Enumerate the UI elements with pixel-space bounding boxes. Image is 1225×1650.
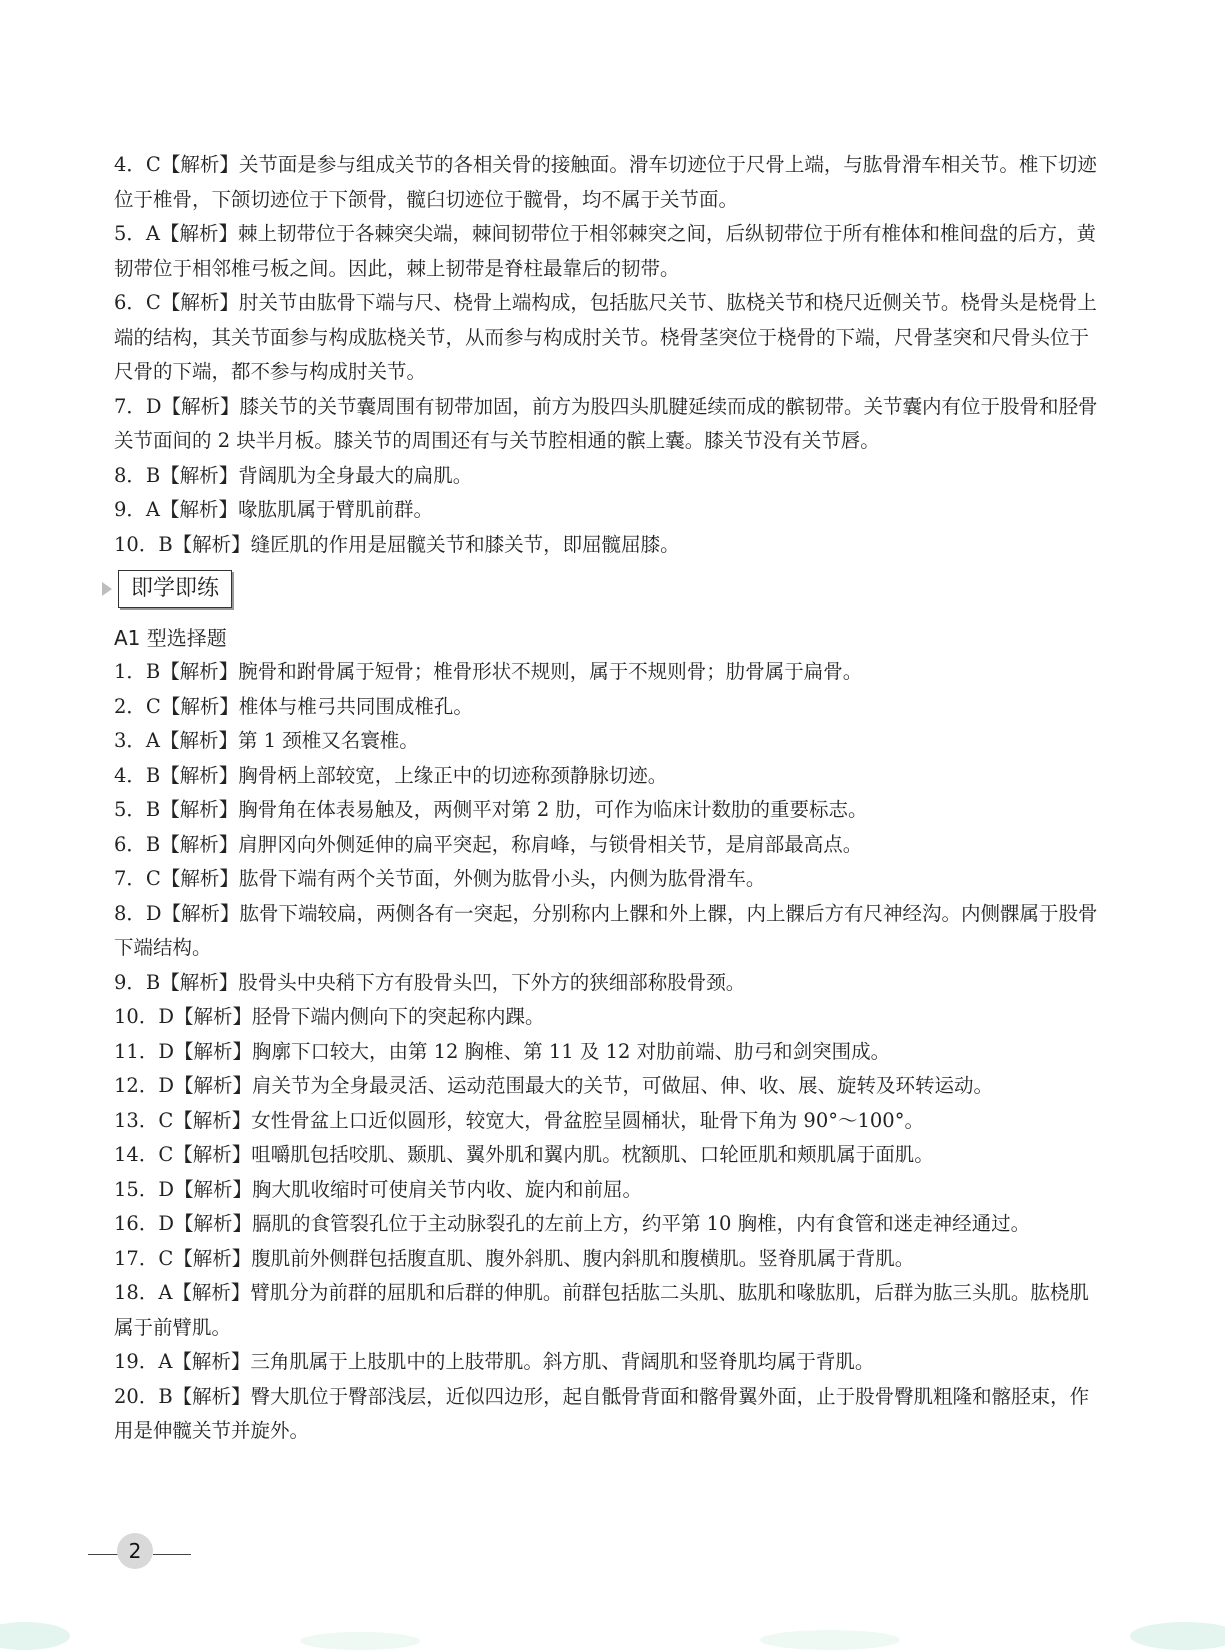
answer-item: 5．A【解析】棘上韧带位于各棘突尖端，棘间韧带位于相邻棘突之间，后纵韧带位于所有椎体和椎间盘的后方，黄韧带位于相邻椎弓板之间。因此，棘上韧带是脊柱最靠后的韧带。: [114, 222, 1096, 280]
answer-item: 9．B【解析】股骨头中央稍下方有股骨头凹，下外方的狭细部称股骨颈。: [114, 970, 746, 994]
answer-list-practice: [114, 655, 1104, 1449]
answer-item: 1．B【解析】腕骨和跗骨属于短骨；椎骨形状不规则，属于不规则骨；肋骨属于扁骨。: [114, 660, 863, 683]
answer-list-top: [114, 148, 1104, 562]
footer-line-right: [153, 1554, 191, 1555]
page-footer: [88, 1533, 203, 1569]
answer-item: 12．D【解析】肩关节为全身最灵活、运动范围最大的关节，可做屈、伸、收、展、旋转及环转运动。: [114, 1074, 993, 1097]
answer-item: 16．D【解析】膈肌的食管裂孔位于主动脉裂孔的左前上方，约平第 10 胸椎，内有食管和迷走神经通过。: [114, 1212, 1031, 1235]
answer-item: 15．D【解析】胸大肌收缩时可使肩关节内收、旋内和前屈。: [114, 1177, 642, 1201]
answer-item: 6．C【解析】肘关节由肱骨下端与尺、桡骨上端构成，包括肱尺关节、肱桡关节和桡尺近侧关节。桡骨头是桡骨上端的结构，其关节面参与构成肱桡关节，从而参与构成肘关节。桡骨茎突位于桡骨的下端，尺骨茎突和尺骨头位于尺骨的下端，都不参与构成肘关节。: [114, 291, 1097, 383]
answer-item: 4．B【解析】胸骨柄上部较宽，上缘正中的切迹称颈静脉切迹。: [114, 763, 668, 787]
decorative-wave-mid-right: [760, 1630, 900, 1650]
answer-item: 4．C【解析】关节面是参与组成关节的各相关骨的接触面。滑车切迹位于尺骨上端，与肱骨滑车相关节。椎下切迹位于椎骨，下颌切迹位于下颌骨，髋臼切迹位于髋骨，均不属于关节面。: [114, 153, 1097, 211]
page-number-badge: 2: [117, 1533, 153, 1569]
decorative-wave-left: [0, 1622, 70, 1650]
answer-item: 13．C【解析】女性骨盆上口近似圆形，较宽大，骨盆腔呈圆桶状，耻骨下角为 90°～100°。: [114, 1108, 924, 1132]
answer-item: 5．B【解析】胸骨角在体表易触及，两侧平对第 2 肋，可作为临床计数肋的重要标志。: [114, 798, 868, 821]
triangle-arrow-icon: [102, 582, 112, 596]
answer-item: 8．B【解析】背阔肌为全身最大的扁肌。: [114, 463, 473, 487]
answer-item: 8．D【解析】肱骨下端较扁，两侧各有一突起，分别称内上髁和外上髁，内上髁后方有尺神经沟。内侧髁属于股骨下端结构。: [114, 901, 1098, 959]
decorative-wave-right: [1130, 1622, 1225, 1650]
decorative-wave-mid: [300, 1632, 420, 1650]
answer-item: 7．D【解析】膝关节的关节囊周围有韧带加固，前方为股四头肌腱延续而成的髌韧带。关节囊内有位于股骨和胫骨关节面间的 2 块半月板。膝关节的周围还有与关节腔相通的髌上囊。膝关节没有关节唇。: [114, 394, 1098, 452]
answer-item: 20．B【解析】臀大肌位于臀部浅层，近似四边形，起自骶骨背面和髂骨翼外面，止于股骨臀肌粗隆和髂胫束，作用是伸髋关节并旋外。: [114, 1384, 1090, 1442]
page-content: [114, 148, 1104, 1449]
subsection-title: A1 型选择题: [114, 626, 227, 650]
answer-item: 14．C【解析】咀嚼肌包括咬肌、颞肌、翼外肌和翼内肌。枕额肌、口轮匝肌和颊肌属于面肌。: [114, 1143, 934, 1166]
answer-item: 2．C【解析】椎体与椎弓共同围成椎孔。: [114, 694, 473, 718]
footer-line-left: [88, 1554, 118, 1555]
section-title: 即学即练: [118, 570, 232, 608]
answer-item: 17．C【解析】腹肌前外侧群包括腹直肌、腹外斜肌、腹内斜肌和腹横肌。竖脊肌属于背肌。: [114, 1246, 915, 1270]
answer-item: 10．D【解析】胫骨下端内侧向下的突起称内踝。: [114, 1005, 545, 1028]
answer-item: 19．A【解析】三角肌属于上肢肌中的上肢带肌。斜方肌、背阔肌和竖脊肌均属于背肌。: [114, 1350, 875, 1373]
section-header: [102, 569, 1104, 609]
answer-item: 11．D【解析】胸廓下口较大，由第 12 胸椎、第 11 及 12 对肋前端、肋弓和剑突围成。: [114, 1039, 891, 1063]
answer-item: 18．A【解析】臂肌分为前群的屈肌和后群的伸肌。前群包括肱二头肌、肱肌和喙肱肌，后群为肱三头肌。肱桡肌属于前臂肌。: [114, 1281, 1089, 1339]
answer-item: 3．A【解析】第 1 颈椎又名寰椎。: [114, 729, 419, 752]
answer-item: 10．B【解析】缝匠肌的作用是屈髋关节和膝关节，即屈髋屈膝。: [114, 532, 680, 556]
answer-item: 6．B【解析】肩胛冈向外侧延伸的扁平突起，称肩峰，与锁骨相关节，是肩部最高点。: [114, 832, 863, 856]
answer-item: 9．A【解析】喙肱肌属于臂肌前群。: [114, 498, 433, 521]
answer-item: 7．C【解析】肱骨下端有两个关节面，外侧为肱骨小头，内侧为肱骨滑车。: [114, 867, 766, 890]
